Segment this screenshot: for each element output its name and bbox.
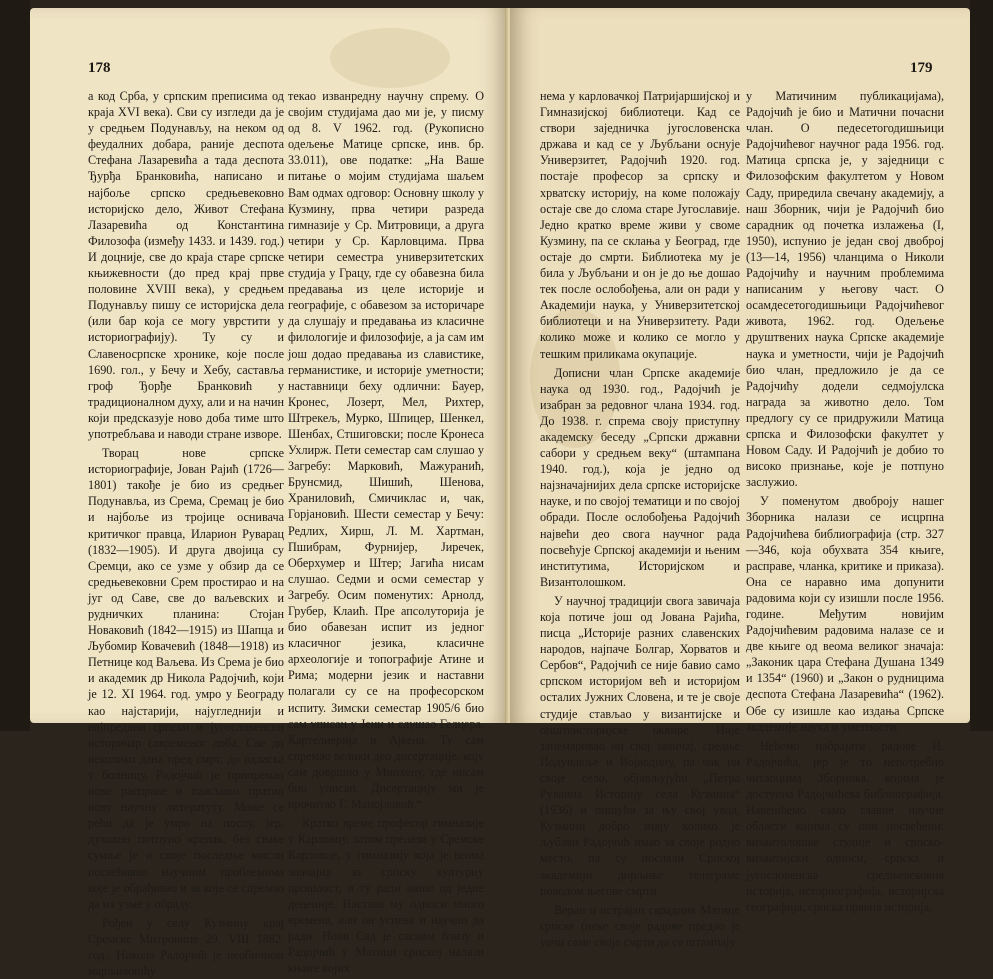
- left-page: [30, 8, 508, 979]
- paper-stain: [330, 28, 450, 88]
- right-column-1: [540, 88, 740, 950]
- paragraph: текао изванредну научну спрему. О својим студијама дао ми је, у писму од 8. V 1962. год. (Рукописно одељење Матице српске, инв. бр. 33.011), ове податке: „На Ваше питање о мојим студијама шаљем Вам одмах одговор: Основну школу у Кузмину, прва четири разреда гимназије у Ср. Митровици, а друга четири у Ср. Карловцима. Прва четири семестра универзитетских студија у Грацу, где су обавезна била предавања из целе историје и географије, с обавезом за историчаре да слушају и предавања из класичне филологије и филозофије, а ја сам им још додао предавања из славистике, германистике, и историје уметности; наставници беху одлични: Бауер, Кронес, Лозерт, Мел, Рихтер, Штрекељ, Мурко, Шпицер, Шенкел, Шенбах, Стшиговски; после Кронеса Ухлирж. Пети семестар сам слушао у Загребу: Марковић, Мажуранић, Брунсмид, Шишић, Шенова, Храниловић, Смичиклас и, чак, Горјановић. Шести семестар у Бечу: Редлих, Хирш, Л. М. Хартман, Пшибрам, Фурнијер, Јиречек, Оберхумер и Штер; Јагића нисам слушао. Седми и осми семестар у Загребу. Осим поменутих: Арнолд, Грубер, Клаић. Пре апсолуторија је био обавезан испит из једног класичног језика, класичне археологије и топографије Атине и Рима; модерни језик и наставни полагали су се на професорском испиту. Зимски семестар 1905/6 био сам уписан у Јени и слушао Гелцера, Картелиерија и Ајкена. Ту сам спремао велики део дисертације, коју сам довршио у Минхену, где нисам био уписан. Дисертацију ми је прочитао Г. Манојловић.“: [288, 89, 484, 812]
- paragraph: Творац нове српске историографије, Јован Рајић (1726—1801) такође је био из средњег Подунавља, из Срема, Сремац је био и најбоље из тројице оснивача критичког правца, Иларион Руварац (1832—1905). И друга двојица су Сремци, ако се узме у обзир да се средњевековни Срем простирао и на југ од Саве, све до ваљевских и рудничких планина: Стојан Новаковић (1842—1915) из Шапца и Љубомир Ковачевић (1848—1918) из Петнице код Ваљева. Из Срема је био и академик др Никола Радојчић, који је 12. XI 1964. год. умро у Београду као најстарији, најугледнији и најпредани српски и југословенски историчар савременог доба. Све до неколико дана пред смрт, до одласка у болницу, Радојчић је припремао нове расправе и пажљиво пратио нову научну литератуту. Може се рећи да је умро на послу, јер, духовно потпуно крепак, без сваке сумње је и своје последње мисли посвећивао научним проблемима које је обрађивао и за које се спремао да их узме у обраду.: [88, 446, 284, 911]
- paragraph: Рођен у селу Кузмину крај Сремске Митровице 29. VIII 1882. год., Никола Радојчић је необичном марљивошћу: [88, 915, 284, 979]
- paragraph: Веран и истрајан сарадник Матице српске (неке своје радове предао је уочи саме своје смрти да се штампају: [540, 902, 740, 949]
- left-column-1: [88, 88, 284, 979]
- paragraph: у Матичиним публикацијама), Радојчић је био и Матични почасни члан. О педесетогодишњици Радојчићевог научног рада 1956. год. Матица српска је, у заједници с Филозофским факултетом у Новом Саду, приредила свечану академију, а наш Зборник, чији је Радојчић био сарадник од почетка излажења (I, 1950), испунио је један свој двоброј (13—14, 1956) чланцима о Николи Радојчићу и научним проблемима написаним у његову част. О осамдесетогодишњици Радојчићевог живота, 1962. год. Одељење друштвених наука Српске академије наука и уметности, чији је Радојчић био члан, предложило је да се Радојчићу додели седмојулска награда за животно дело. Том предлогу су се придружили Матица српска и Филозофски факултет у Новом Саду. И Радојчић је добио то високо признање, које је потпуно заслужио.: [746, 89, 944, 490]
- left-column-2: [288, 88, 484, 976]
- left-book-edge: [0, 0, 30, 731]
- page-number-right: 179: [910, 60, 933, 76]
- paragraph: а код Срба, у српским преписима од краја XVI века). Сви су изгледи да је у средњем Подунављу, на неком од феудалних добара, раније деспота Стефана Лазаревића а тада деспота Ђурђа Бранковића, написано и најбоље српско средњевековно историјско дело, Живот Стефана Лазаревића од Константина Филозофа (између 1433. и 1439. год.) И доцније, све до краја старе српске књижевности (до пред крај прве половине XVIII века), у средњем Подунављу пишу се историјска дела (или бар која се могу уврстити у историографију). Ту су и Славеносрпске хронике, које после 1690. гол., у Бечу и Хебу, саставља гроф Ђорђе Бранковић у традиционалном духу, али и на начин који предсказује ново доба тиме што употребљава и наводи стране изворе.: [88, 89, 284, 441]
- paragraph: Дописни члан Српске академије наука од 1930. год., Радојчић је изабран за редовног члана 1934. год. До 1938. г. спрема своју приступну академску беседу „Српски државни сабори у средњем веку“ (штампана 1940. год.), која је једно од најзначајнијих дела српске историјске науке, и по својој тематици и по својој обради. После ослобођења Радојчић највећи део свога научног рада посвећује Српској академији и њеним институтима, Историјском и Византолошком.: [540, 365, 740, 589]
- page-number-left: 178: [88, 60, 111, 76]
- paragraph: Кратко време професор гимназије у Карловцу, затим прелази у Сремске Карловце, у гимназију која је веома значајна за српску културну прошлост, и ту ради више од једне деценије. Настава му односи много времена, али он успева и научно да ради. Нови Сад је сасвим близу и Радојчић у Матици српској налази књиге којих: [288, 816, 484, 976]
- paragraph: У поменутом двоброју нашег Зборника налази се исцрпна Радојчићева библиографија (стр. 327—346, која обухвата 354 књиге, расправе, чланка, критике и приказа). Она се наравно има допунити радовима који су изишли после 1956. године. Међутим новијим Радојчићевим радовима налазе се и две књиге од веома великог значаја: „Законик цара Стефана Душана 1349 и 1354“ (1960) и „Закон о рудницима деспота Стефана Лазаревића“ (1962). Обе су изишле као издања Српске академије наука и уметности.: [746, 494, 944, 734]
- paragraph: У научној традицији свога завичаја која потиче још од Јована Рајића, писца „Историје разних славенских народов, најпаче Болгар, Хорватов и Сербов“, Радојчић се није бавио само српском историјом већ и историјом осталих Јужних Словена, и те је своје студије стављао у византијске и општеисторијске оквире. Није занемаривао ни свој завичај, средње Подунавље и Војводину, па чак ни своје село, објављујући „Петра Руваина Историју села Кузмина“ (1936) и пишући за њу свој увод. Кузмини добро знају колико је љубави Радојчић имао за своје родно место, па су послали Српској академији дирљиве телеграме поводом његове смрти.: [540, 593, 740, 898]
- right-column-2: [746, 88, 944, 915]
- right-book-edge: [970, 0, 993, 731]
- right-page: [510, 8, 970, 949]
- paragraph: нема у карловачкој Патријаршијској и Гимназијској библиотеци. Кад се створи заједничка југословенска држава и кад се у Љубљани оснује Универзитет, Радојчић 1920. год. постаје професор за српску и хрватску историју, на коме положају остаје све до слома старе Југославије. Једно кратко време живи у своме Кузмину, па се склања у Београд, где остаје до смрти. Библиотека му је била у Љубљани и он је до ње дошао тек после ослобођења, али он ради у Академији наука, у Универзитетској библиотеци и на Универзитету. Ради колико може и колико се могло у тешким приликама окупације.: [540, 89, 740, 361]
- paragraph: Нећемо набрајати радове Н. Радојчића, јер је то непотребно читаоцима Зборника, којима је доступна Радојчићева библиографија. Навешћемо само главне научне области којима су они посвећени: византолошке студије и српско-византијски односи, српска и југословенска средњевековна историја, историографија, историјска географија, српска правна историја.: [746, 738, 944, 914]
